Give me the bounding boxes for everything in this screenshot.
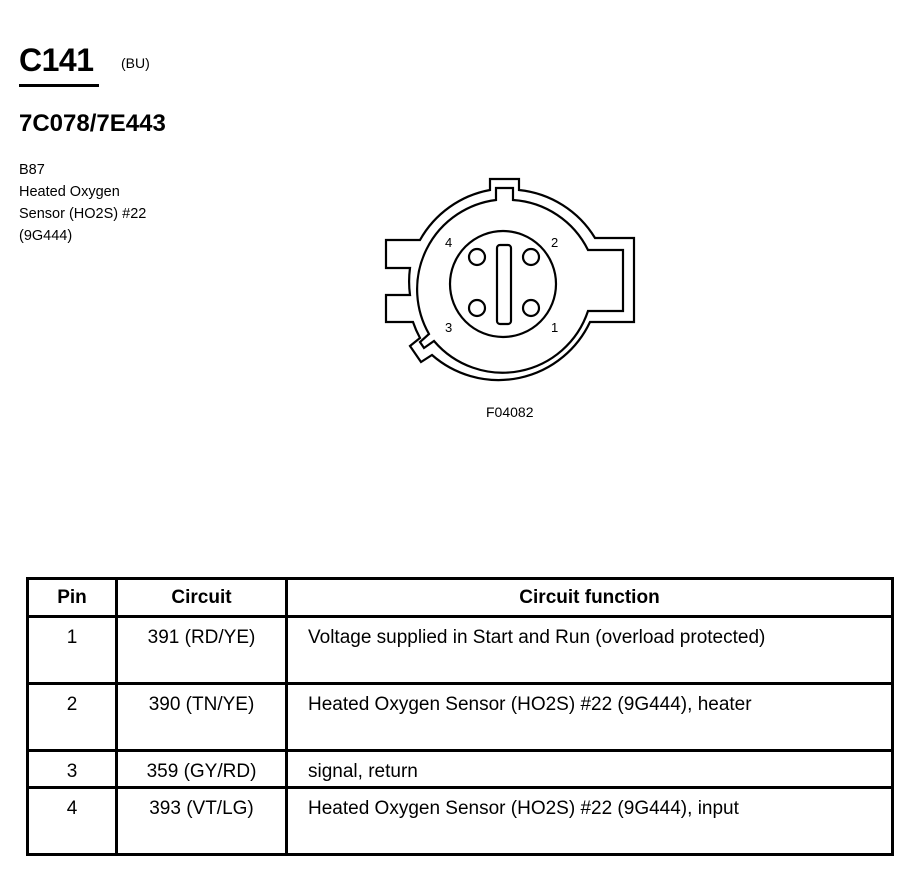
connector-inner-shell — [417, 188, 623, 373]
column-header-pin: Pin — [28, 579, 117, 617]
connector-face-diagram — [370, 164, 650, 389]
table-row — [28, 684, 893, 751]
description-line: (9G444) — [19, 228, 73, 244]
table-header-row — [28, 579, 893, 617]
description-line: Sensor (HO2S) #22 — [19, 206, 147, 222]
function-cell: Heated Oxygen Sensor (HO2S) #22 (9G444), heater — [287, 684, 893, 751]
function-cell: Heated Oxygen Sensor (HO2S) #22 (9G444), input — [287, 788, 893, 855]
pin-label-4: 4 — [445, 235, 453, 250]
circuit-cell: 390 (TN/YE) — [117, 684, 287, 751]
connector-id: C141 — [19, 42, 94, 78]
center-key-slot — [497, 245, 511, 324]
pin-face-ring — [450, 231, 559, 337]
pin-cell: 3 — [28, 751, 117, 788]
description-line: Heated Oxygen — [19, 184, 120, 200]
description-line: B87 — [19, 162, 45, 178]
function-cell: Voltage supplied in Start and Run (overload protected) — [287, 617, 893, 684]
function-cell: signal, return — [287, 751, 893, 788]
column-header-circuit: Circuit — [117, 579, 287, 617]
pin-label-3: 3 — [445, 320, 453, 335]
column-header-circuit-function: Circuit function — [287, 579, 893, 617]
pin-label-1: 1 — [551, 320, 559, 335]
pin-cell: 2 — [28, 684, 117, 751]
component-description — [19, 159, 219, 247]
pin-cavity-2 — [523, 249, 539, 265]
pin-cell: 4 — [28, 788, 117, 855]
table-row — [28, 788, 893, 855]
pin-cell: 1 — [28, 617, 117, 684]
pin-cavity-4 — [469, 249, 485, 265]
connector-color: (BU) — [121, 55, 150, 71]
circuit-cell: 391 (RD/YE) — [117, 617, 287, 684]
circuit-cell: 359 (GY/RD) — [117, 751, 287, 788]
figure-id: F04082 — [486, 404, 534, 420]
connector-id-underline — [19, 84, 99, 87]
pin-cavity-1 — [523, 300, 539, 316]
table-row — [28, 617, 893, 684]
pin-table — [26, 577, 894, 856]
part-number: 7C078/7E443 — [19, 110, 166, 137]
circuit-cell: 393 (VT/LG) — [117, 788, 287, 855]
pin-label-2: 2 — [551, 235, 559, 250]
table-row — [28, 751, 893, 788]
pin-cavity-3 — [469, 300, 485, 316]
